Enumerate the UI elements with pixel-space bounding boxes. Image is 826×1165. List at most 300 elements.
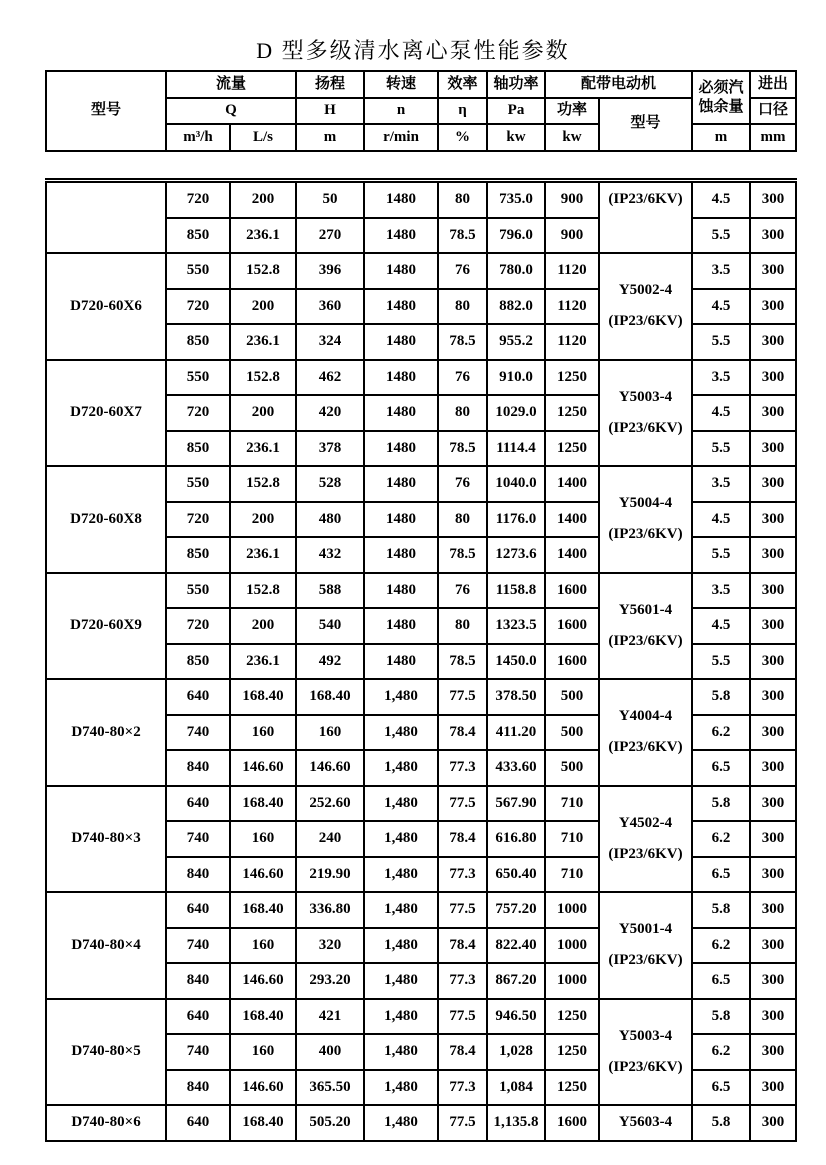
shaft-power-cell: 1040.0 <box>487 466 545 502</box>
shaft-power-cell: 378.50 <box>487 679 545 715</box>
motor-model-cell <box>599 181 692 254</box>
efficiency-cell: 77.5 <box>438 679 487 715</box>
npsh-cell: 5.8 <box>692 1105 750 1141</box>
flow-m3h-cell: 720 <box>166 395 230 431</box>
pump-model-cell: D740-80×6 <box>46 1105 166 1141</box>
shaft-power-cell: 1176.0 <box>487 502 545 538</box>
diameter-cell: 300 <box>750 573 796 609</box>
speed-cell: 1480 <box>364 289 438 325</box>
speed-cell: 1480 <box>364 395 438 431</box>
efficiency-cell: 77.5 <box>438 786 487 822</box>
motor-model-line: Y5002-4 <box>618 282 673 298</box>
pump-model-cell: D720-60X8 <box>46 466 166 573</box>
table-row <box>46 181 796 218</box>
motor-power-cell: 500 <box>545 679 599 715</box>
shaft-power-cell: 1029.0 <box>487 395 545 431</box>
head-cell: 492 <box>296 644 364 680</box>
diameter-cell: 300 <box>750 466 796 502</box>
header-shaft-power: 轴功率 <box>487 71 545 98</box>
diameter-cell: 300 <box>750 218 796 254</box>
head-cell: 420 <box>296 395 364 431</box>
shaft-power-cell: 1,028 <box>487 1034 545 1070</box>
table-row <box>46 466 796 502</box>
flow-ls-cell: 200 <box>230 395 296 431</box>
header-pa-symbol: Pa <box>487 98 545 125</box>
motor-power-cell: 1250 <box>545 395 599 431</box>
motor-model-line: (IP23/6KV) <box>608 739 683 756</box>
flow-ls-cell: 160 <box>230 1034 296 1070</box>
motor-power-cell: 1400 <box>545 466 599 502</box>
efficiency-cell: 77.3 <box>438 963 487 999</box>
head-cell: 160 <box>296 715 364 751</box>
unit-ls: L/s <box>230 124 296 151</box>
head-cell: 360 <box>296 289 364 325</box>
unit-m3h: m³/h <box>166 124 230 151</box>
diameter-cell: 300 <box>750 324 796 360</box>
diameter-cell: 300 <box>750 963 796 999</box>
efficiency-cell: 78.5 <box>438 644 487 680</box>
head-cell: 168.40 <box>296 679 364 715</box>
head-cell: 462 <box>296 360 364 396</box>
motor-power-cell: 1400 <box>545 537 599 573</box>
head-cell: 146.60 <box>296 750 364 786</box>
header-row-1 <box>46 71 796 98</box>
speed-cell: 1480 <box>364 253 438 289</box>
speed-cell: 1,480 <box>364 821 438 857</box>
header-port-line1: 进出 <box>750 71 796 98</box>
data-table <box>45 178 797 1142</box>
head-cell: 505.20 <box>296 1105 364 1141</box>
efficiency-cell: 78.4 <box>438 715 487 751</box>
shaft-power-cell: 1114.4 <box>487 431 545 467</box>
table-row <box>46 253 796 289</box>
pump-model-cell: D740-80×4 <box>46 892 166 999</box>
flow-m3h-cell: 720 <box>166 608 230 644</box>
motor-model-cell <box>599 466 692 573</box>
diameter-cell: 300 <box>750 431 796 467</box>
motor-model-line: Y4502-4 <box>618 814 673 831</box>
head-cell: 219.90 <box>296 857 364 893</box>
diameter-cell: 300 <box>750 360 796 396</box>
table-row <box>46 679 796 715</box>
head-cell: 540 <box>296 608 364 644</box>
header-pump-model: 型号 <box>46 71 166 151</box>
shaft-power-cell: 1450.0 <box>487 644 545 680</box>
unit-percent: % <box>438 124 487 151</box>
diameter-cell: 300 <box>750 289 796 325</box>
flow-ls-cell: 168.40 <box>230 679 296 715</box>
npsh-cell: 5.5 <box>692 644 750 680</box>
flow-m3h-cell: 640 <box>166 999 230 1035</box>
table-row <box>46 786 796 822</box>
speed-cell: 1,480 <box>364 1105 438 1141</box>
flow-m3h-cell: 850 <box>166 218 230 254</box>
speed-cell: 1,480 <box>364 715 438 751</box>
motor-power-cell: 1600 <box>545 644 599 680</box>
npsh-cell: 6.2 <box>692 1034 750 1070</box>
head-cell: 365.50 <box>296 1070 364 1106</box>
speed-cell: 1,480 <box>364 786 438 822</box>
speed-cell: 1,480 <box>364 928 438 964</box>
head-cell: 432 <box>296 537 364 573</box>
table-row <box>46 892 796 928</box>
efficiency-cell: 77.5 <box>438 1105 487 1141</box>
shaft-power-cell: 1273.6 <box>487 537 545 573</box>
motor-power-cell: 1120 <box>545 289 599 325</box>
flow-ls-cell: 236.1 <box>230 431 296 467</box>
unit-kw-shaft: kw <box>487 124 545 151</box>
motor-power-cell: 1000 <box>545 892 599 928</box>
flow-ls-cell: 236.1 <box>230 324 296 360</box>
speed-cell: 1480 <box>364 502 438 538</box>
shaft-power-cell: 1,135.8 <box>487 1105 545 1141</box>
efficiency-cell: 77.3 <box>438 857 487 893</box>
motor-model-cell <box>599 573 692 680</box>
head-cell: 270 <box>296 218 364 254</box>
page-title: D 型多级清水离心泵性能参数 <box>256 38 570 63</box>
flow-ls-cell: 146.60 <box>230 963 296 999</box>
unit-rmin: r/min <box>364 124 438 151</box>
speed-cell: 1480 <box>364 608 438 644</box>
head-cell: 240 <box>296 821 364 857</box>
motor-power-cell: 1600 <box>545 1105 599 1141</box>
npsh-cell: 3.5 <box>692 360 750 396</box>
motor-power-cell: 1000 <box>545 963 599 999</box>
motor-model-line: (IP23/6KV) <box>608 845 683 862</box>
diameter-cell: 300 <box>750 786 796 822</box>
pump-model-cell: D720-60X6 <box>46 253 166 360</box>
speed-cell: 1,480 <box>364 750 438 786</box>
flow-m3h-cell: 640 <box>166 786 230 822</box>
efficiency-cell: 77.5 <box>438 999 487 1035</box>
motor-power-cell: 500 <box>545 750 599 786</box>
efficiency-cell: 76 <box>438 253 487 289</box>
pump-model-cell: D720-60X9 <box>46 573 166 680</box>
head-cell: 293.20 <box>296 963 364 999</box>
shaft-power-cell: 780.0 <box>487 253 545 289</box>
motor-power-cell: 500 <box>545 715 599 751</box>
motor-model-cell <box>599 679 692 786</box>
speed-cell: 1,480 <box>364 1034 438 1070</box>
unit-kw-motor: kw <box>545 124 599 151</box>
motor-model-line: Y5003-4 <box>618 388 673 405</box>
shaft-power-cell: 955.2 <box>487 324 545 360</box>
flow-m3h-cell: 740 <box>166 715 230 751</box>
flow-m3h-cell: 840 <box>166 750 230 786</box>
npsh-cell: 3.5 <box>692 253 750 289</box>
shaft-power-cell: 433.60 <box>487 750 545 786</box>
motor-power-cell: 1600 <box>545 608 599 644</box>
flow-m3h-cell: 640 <box>166 679 230 715</box>
shaft-power-cell: 882.0 <box>487 289 545 325</box>
pump-model-cell <box>46 181 166 254</box>
header-port-line2: 口径 <box>750 98 796 125</box>
head-cell: 588 <box>296 573 364 609</box>
unit-m: m <box>296 124 364 151</box>
flow-m3h-cell: 850 <box>166 324 230 360</box>
header-flow: 流量 <box>166 71 296 98</box>
header-npsh <box>692 71 750 124</box>
header-npsh-line2: 蚀余量 <box>698 98 744 115</box>
head-cell: 421 <box>296 999 364 1035</box>
motor-power-cell: 1400 <box>545 502 599 538</box>
shaft-power-cell: 1158.8 <box>487 573 545 609</box>
speed-cell: 1,480 <box>364 1070 438 1106</box>
motor-power-cell: 900 <box>545 218 599 254</box>
shaft-power-cell: 796.0 <box>487 218 545 254</box>
flow-ls-cell: 146.60 <box>230 1070 296 1106</box>
header-motor: 配带电动机 <box>545 71 692 98</box>
speed-cell: 1480 <box>364 573 438 609</box>
speed-cell: 1,480 <box>364 963 438 999</box>
motor-model-line: (IP23/6KV) <box>608 526 683 543</box>
head-cell: 320 <box>296 928 364 964</box>
motor-model-line: Y5004-4 <box>618 495 673 511</box>
flow-m3h-cell: 840 <box>166 1070 230 1106</box>
flow-ls-cell: 200 <box>230 608 296 644</box>
npsh-cell: 6.5 <box>692 1070 750 1106</box>
flow-ls-cell: 160 <box>230 821 296 857</box>
efficiency-cell: 80 <box>438 395 487 431</box>
pump-model-cell: D740-80×3 <box>46 786 166 893</box>
header-head: 扬程 <box>296 71 364 98</box>
header-efficiency: 效率 <box>438 71 487 98</box>
flow-m3h-cell: 640 <box>166 1105 230 1141</box>
npsh-cell: 5.5 <box>692 324 750 360</box>
header-eta-symbol: η <box>438 98 487 125</box>
flow-m3h-cell: 550 <box>166 253 230 289</box>
motor-power-cell: 1250 <box>545 360 599 396</box>
flow-ls-cell: 160 <box>230 715 296 751</box>
head-cell: 480 <box>296 502 364 538</box>
shaft-power-cell: 757.20 <box>487 892 545 928</box>
header-h-symbol: H <box>296 98 364 125</box>
motor-model-line: (IP23/6KV) <box>608 952 683 969</box>
shaft-power-cell: 650.40 <box>487 857 545 893</box>
efficiency-cell: 78.5 <box>438 218 487 254</box>
flow-m3h-cell: 720 <box>166 181 230 218</box>
pump-model-cell: D740-80×5 <box>46 999 166 1106</box>
motor-power-cell: 710 <box>545 786 599 822</box>
motor-model-line: (IP23/6KV) <box>608 1058 683 1075</box>
npsh-cell: 5.5 <box>692 218 750 254</box>
diameter-cell: 300 <box>750 1070 796 1106</box>
motor-power-cell: 1600 <box>545 573 599 609</box>
flow-m3h-cell: 740 <box>166 928 230 964</box>
table-row <box>46 1105 796 1141</box>
flow-ls-cell: 152.8 <box>230 253 296 289</box>
efficiency-cell: 80 <box>438 608 487 644</box>
flow-m3h-cell: 850 <box>166 644 230 680</box>
efficiency-cell: 78.5 <box>438 324 487 360</box>
motor-power-cell: 1120 <box>545 253 599 289</box>
diameter-cell: 300 <box>750 502 796 538</box>
diameter-cell: 300 <box>750 253 796 289</box>
diameter-cell: 300 <box>750 750 796 786</box>
diameter-cell: 300 <box>750 537 796 573</box>
head-cell: 378 <box>296 431 364 467</box>
table-row <box>46 999 796 1035</box>
unit-mm: mm <box>750 124 796 151</box>
npsh-cell: 3.5 <box>692 573 750 609</box>
speed-cell: 1480 <box>364 324 438 360</box>
npsh-cell: 5.8 <box>692 892 750 928</box>
head-cell: 252.60 <box>296 786 364 822</box>
motor-model-cell <box>599 999 692 1106</box>
speed-cell: 1,480 <box>364 999 438 1035</box>
shaft-power-cell: 1323.5 <box>487 608 545 644</box>
efficiency-cell: 76 <box>438 573 487 609</box>
npsh-cell: 4.5 <box>692 608 750 644</box>
npsh-cell: 6.5 <box>692 857 750 893</box>
motor-power-cell: 1000 <box>545 928 599 964</box>
npsh-cell: 6.5 <box>692 963 750 999</box>
efficiency-cell: 80 <box>438 502 487 538</box>
table-row <box>46 573 796 609</box>
shaft-power-cell: 616.80 <box>487 821 545 857</box>
flow-ls-cell: 200 <box>230 181 296 218</box>
speed-cell: 1,480 <box>364 679 438 715</box>
flow-ls-cell: 168.40 <box>230 786 296 822</box>
efficiency-cell: 78.5 <box>438 537 487 573</box>
flow-m3h-cell: 720 <box>166 289 230 325</box>
diameter-cell: 300 <box>750 395 796 431</box>
flow-ls-cell: 152.8 <box>230 360 296 396</box>
header-n-symbol: n <box>364 98 438 125</box>
table-row <box>46 360 796 396</box>
npsh-cell: 5.8 <box>692 999 750 1035</box>
header-speed: 转速 <box>364 71 438 98</box>
npsh-cell: 6.5 <box>692 750 750 786</box>
efficiency-cell: 80 <box>438 289 487 325</box>
npsh-cell: 4.5 <box>692 181 750 218</box>
npsh-cell: 5.8 <box>692 786 750 822</box>
npsh-cell: 5.5 <box>692 431 750 467</box>
flow-ls-cell: 152.8 <box>230 466 296 502</box>
efficiency-cell: 78.4 <box>438 928 487 964</box>
flow-ls-cell: 236.1 <box>230 218 296 254</box>
efficiency-cell: 78.5 <box>438 431 487 467</box>
efficiency-cell: 77.5 <box>438 892 487 928</box>
unit-npsh-m: m <box>692 124 750 151</box>
efficiency-cell: 78.4 <box>438 1034 487 1070</box>
header-table <box>45 70 797 152</box>
motor-model-line: (IP23/6KV) <box>608 632 683 649</box>
efficiency-cell: 77.3 <box>438 750 487 786</box>
speed-cell: 1480 <box>364 360 438 396</box>
motor-model-line: Y5601-4 <box>618 601 673 618</box>
flow-ls-cell: 168.40 <box>230 892 296 928</box>
diameter-cell: 300 <box>750 857 796 893</box>
motor-model-line: (IP23/6KV) <box>608 191 683 207</box>
flow-m3h-cell: 850 <box>166 537 230 573</box>
motor-power-cell: 710 <box>545 857 599 893</box>
speed-cell: 1480 <box>364 218 438 254</box>
motor-power-cell: 1250 <box>545 1070 599 1106</box>
flow-m3h-cell: 550 <box>166 466 230 502</box>
head-cell: 528 <box>296 466 364 502</box>
motor-model-line: (IP23/6KV) <box>608 419 683 436</box>
efficiency-cell: 78.4 <box>438 821 487 857</box>
flow-m3h-cell: 740 <box>166 1034 230 1070</box>
flow-m3h-cell: 740 <box>166 821 230 857</box>
flow-ls-cell: 152.8 <box>230 573 296 609</box>
motor-model-cell <box>599 360 692 467</box>
flow-m3h-cell: 840 <box>166 857 230 893</box>
shaft-power-cell: 867.20 <box>487 963 545 999</box>
npsh-cell: 6.2 <box>692 821 750 857</box>
npsh-cell: 3.5 <box>692 466 750 502</box>
efficiency-cell: 76 <box>438 360 487 396</box>
shaft-power-cell: 411.20 <box>487 715 545 751</box>
header-motor-power: 功率 <box>545 98 599 125</box>
speed-cell: 1480 <box>364 537 438 573</box>
head-cell: 324 <box>296 324 364 360</box>
efficiency-cell: 76 <box>438 466 487 502</box>
motor-power-cell: 1250 <box>545 431 599 467</box>
npsh-cell: 6.2 <box>692 928 750 964</box>
diameter-cell: 300 <box>750 644 796 680</box>
pump-model-cell: D740-80×2 <box>46 679 166 786</box>
npsh-cell: 5.5 <box>692 537 750 573</box>
flow-m3h-cell: 840 <box>166 963 230 999</box>
efficiency-cell: 77.3 <box>438 1070 487 1106</box>
shaft-power-cell: 822.40 <box>487 928 545 964</box>
diameter-cell: 300 <box>750 715 796 751</box>
flow-ls-cell: 160 <box>230 928 296 964</box>
motor-model-cell <box>599 1105 692 1141</box>
shaft-power-cell: 1,084 <box>487 1070 545 1106</box>
flow-ls-cell: 168.40 <box>230 1105 296 1141</box>
diameter-cell: 300 <box>750 679 796 715</box>
diameter-cell: 300 <box>750 181 796 218</box>
motor-model-line: Y5603-4 <box>618 1114 673 1131</box>
flow-m3h-cell: 640 <box>166 892 230 928</box>
motor-power-cell: 1120 <box>545 324 599 360</box>
flow-ls-cell: 146.60 <box>230 857 296 893</box>
head-cell: 400 <box>296 1034 364 1070</box>
shaft-power-cell: 567.90 <box>487 786 545 822</box>
diameter-cell: 300 <box>750 608 796 644</box>
npsh-cell: 4.5 <box>692 502 750 538</box>
header-npsh-line1: 必须汽 <box>698 79 744 96</box>
speed-cell: 1,480 <box>364 857 438 893</box>
flow-ls-cell: 168.40 <box>230 999 296 1035</box>
flow-m3h-cell: 720 <box>166 502 230 538</box>
speed-cell: 1480 <box>364 644 438 680</box>
diameter-cell: 300 <box>750 1105 796 1141</box>
motor-model-line: Y5001-4 <box>618 921 673 937</box>
flow-ls-cell: 236.1 <box>230 537 296 573</box>
diameter-cell: 300 <box>750 999 796 1035</box>
motor-power-cell: 710 <box>545 821 599 857</box>
flow-ls-cell: 200 <box>230 289 296 325</box>
speed-cell: 1,480 <box>364 892 438 928</box>
head-cell: 50 <box>296 181 364 218</box>
flow-m3h-cell: 550 <box>166 573 230 609</box>
flow-m3h-cell: 850 <box>166 431 230 467</box>
speed-cell: 1480 <box>364 431 438 467</box>
shaft-power-cell: 910.0 <box>487 360 545 396</box>
shaft-power-cell: 735.0 <box>487 181 545 218</box>
motor-model-cell <box>599 253 692 360</box>
header-motor-model: 型号 <box>599 98 692 151</box>
flow-ls-cell: 146.60 <box>230 750 296 786</box>
shaft-power-cell: 946.50 <box>487 999 545 1035</box>
motor-model-line: (IP23/6KV) <box>608 313 683 330</box>
motor-model-line: Y5003-4 <box>618 1027 673 1044</box>
diameter-cell: 300 <box>750 928 796 964</box>
